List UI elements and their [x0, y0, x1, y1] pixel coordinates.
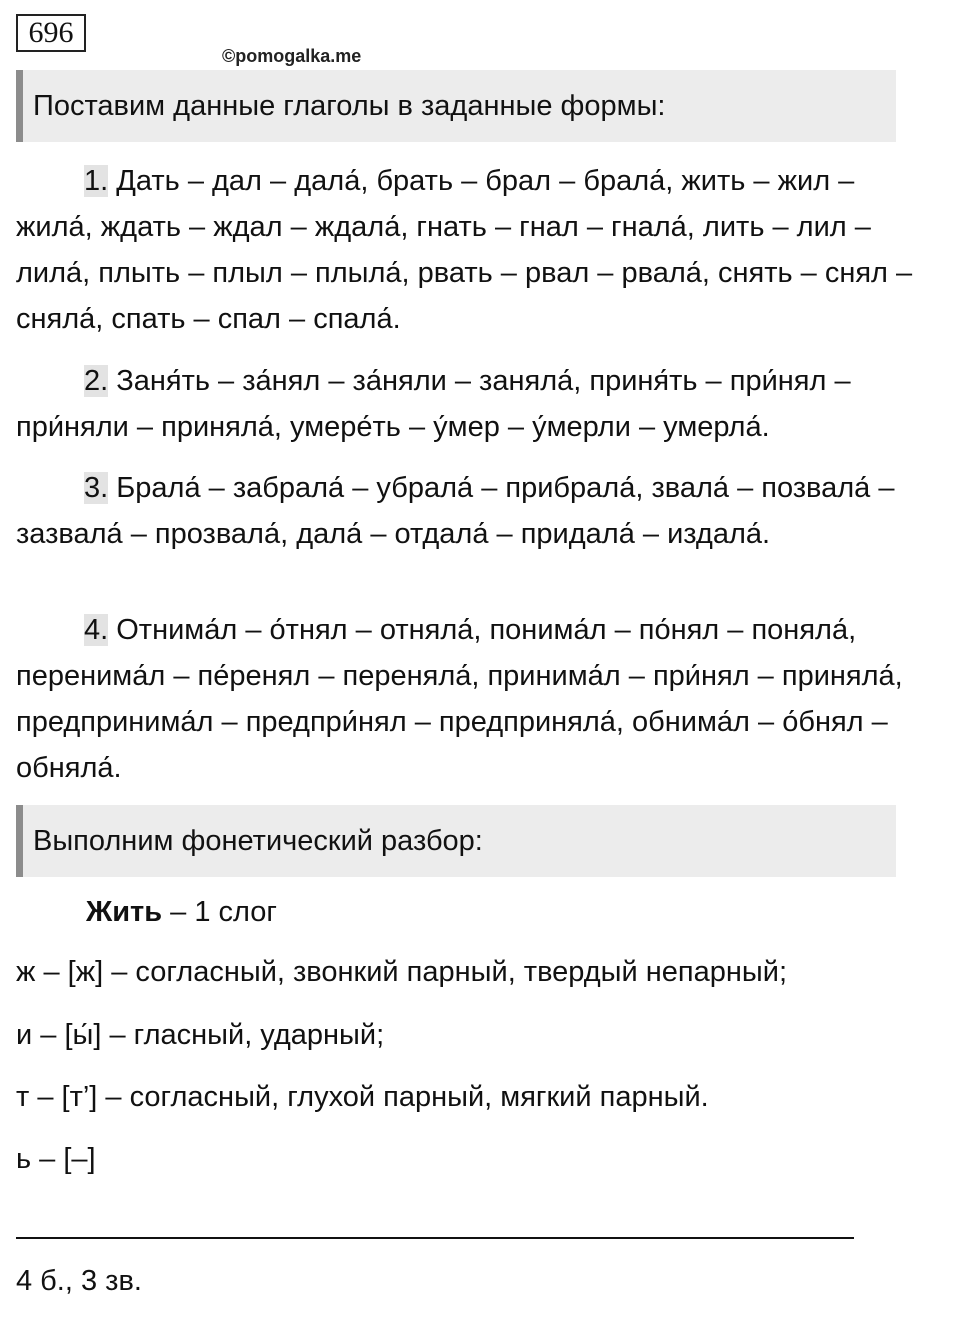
list-item-3 [16, 465, 916, 557]
word: Жить [86, 896, 163, 928]
phonetic-line: и – [ы́] – гласный, ударный; [16, 1019, 385, 1051]
section-title-phonetic: Выполним фонетический разбор: [33, 824, 483, 857]
phonetic-line: т – [т’] – согласный, глухой парный, мягкий парный. [16, 1081, 709, 1113]
summary: 4 б., 3 зв. [16, 1265, 142, 1297]
item-text: Заня́ть – за́нял – за́няли – заняла́, приня́ть – при́нял – при́няли – приняла́, умере́ть – у́мер – у́мерли – умерла́. [16, 365, 851, 443]
item-number: 3. [84, 472, 109, 504]
section-banner-forms [16, 70, 896, 142]
item-number: 2. [84, 365, 109, 397]
item-number: 4. [84, 614, 109, 646]
section-banner-phonetic [16, 805, 896, 877]
item-text: Дать – дал – дала́, брать – брал – брала́, жить – жил – жила́, ждать – ждал – ждала́, гнать – гнал – гнала́, лить – лил – лила́, плыть – плыл – плыла́, рвать – рвал – рвала́, снять – снял – сняла́, спать – спал – спала́. [16, 165, 913, 335]
exercise-number: 696 [16, 14, 86, 52]
section-title-forms: Поставим данные глаголы в заданные формы: [33, 89, 666, 122]
divider [16, 1237, 854, 1239]
list-item-4 [16, 607, 916, 791]
list-item-1 [16, 158, 916, 342]
word-heading [86, 896, 277, 929]
item-text: Брала́ – забрала́ – убрала́ – прибрала́, звала́ – позвала́ – зазвала́ – прозвала́, дала́ – отдала́ – придала́ – издала́. [16, 472, 895, 550]
list-item-2 [16, 358, 916, 450]
syllable-count: – 1 слог [162, 896, 277, 928]
item-number: 1. [84, 165, 109, 197]
watermark: ©pomogalka.me [222, 46, 362, 66]
phonetic-line: ь – [–] [16, 1143, 96, 1175]
item-text: Отнима́л – о́тнял – отняла́, понима́л – по́нял – поняла́, перенима́л – пе́ренял – переняла́, принима́л – при́нял – приняла́, предпринима́л – предпри́нял – предприняла́, обнима́л – о́бнял – обняла́. [16, 614, 903, 784]
phonetic-line: ж – [ж] – согласный, звонкий парный, твердый непарный; [16, 956, 788, 988]
